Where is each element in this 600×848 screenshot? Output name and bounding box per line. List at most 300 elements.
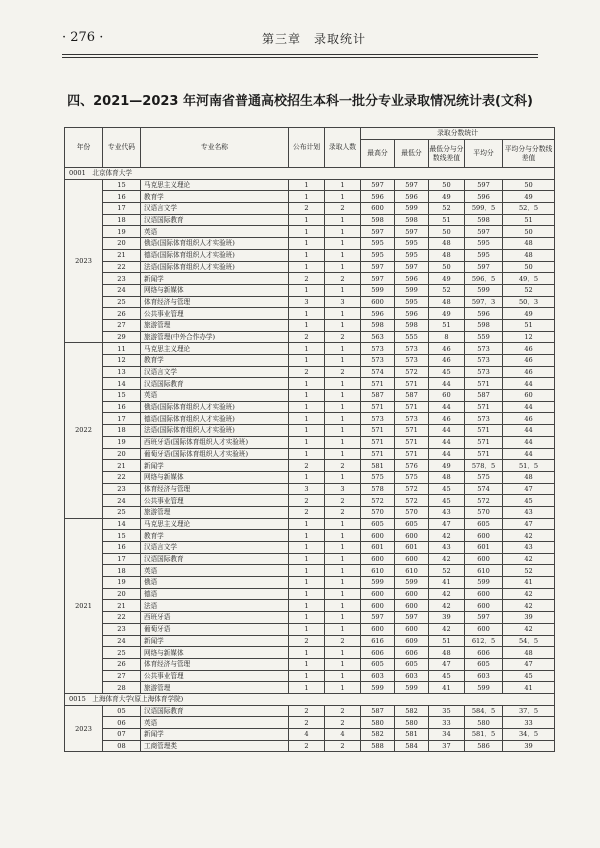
table-row bbox=[65, 658, 555, 670]
table-cell: 610 bbox=[395, 565, 429, 577]
table-cell: 1 bbox=[325, 191, 361, 203]
table-cell: 44 bbox=[503, 378, 555, 390]
major-name-cell: 体育经济与管理 bbox=[141, 483, 289, 495]
table-row bbox=[65, 331, 555, 343]
table-cell: 49．5 bbox=[503, 273, 555, 285]
table-row bbox=[65, 670, 555, 682]
table-cell: 1 bbox=[325, 413, 361, 425]
table-cell: 14 bbox=[103, 378, 141, 390]
table-cell: 571 bbox=[395, 425, 429, 437]
table-cell: 23 bbox=[103, 273, 141, 285]
table-cell: 599 bbox=[395, 203, 429, 215]
table-cell: 555 bbox=[395, 331, 429, 343]
table-cell: 601 bbox=[361, 542, 395, 554]
table-cell: 571 bbox=[361, 425, 395, 437]
table-cell: 51 bbox=[503, 214, 555, 226]
table-cell: 574 bbox=[465, 483, 503, 495]
table-cell: 575 bbox=[361, 471, 395, 483]
table-cell: 603 bbox=[465, 670, 503, 682]
table-cell: 581 bbox=[361, 460, 395, 472]
table-cell: 2 bbox=[325, 740, 361, 752]
table-cell: 603 bbox=[361, 670, 395, 682]
table-cell: 570 bbox=[395, 506, 429, 518]
table-cell: 52．5 bbox=[503, 203, 555, 215]
table-cell: 44 bbox=[503, 401, 555, 413]
table-cell: 1 bbox=[325, 319, 361, 331]
table-cell: 3 bbox=[289, 296, 325, 308]
major-name-cell: 法语(国际体育组织人才实验班) bbox=[141, 425, 289, 437]
major-name-cell: 网络与新媒体 bbox=[141, 647, 289, 659]
major-name-cell: 旅游管理(中外合作办学) bbox=[141, 331, 289, 343]
table-cell: 609 bbox=[395, 635, 429, 647]
table-cell: 1 bbox=[325, 530, 361, 542]
table-cell: 597 bbox=[395, 179, 429, 191]
section-header-row bbox=[65, 693, 555, 705]
table-cell: 572 bbox=[465, 495, 503, 507]
major-name-cell: 英语 bbox=[141, 390, 289, 402]
table-cell: 1 bbox=[289, 553, 325, 565]
table-cell: 1 bbox=[289, 623, 325, 635]
table-cell: 605 bbox=[465, 658, 503, 670]
table-cell: 1 bbox=[289, 226, 325, 238]
table-cell: 598 bbox=[395, 319, 429, 331]
table-cell: 25 bbox=[103, 647, 141, 659]
table-cell: 42 bbox=[503, 553, 555, 565]
table-cell: 50 bbox=[503, 226, 555, 238]
major-name-cell: 德语(国际体育组织人才实验班) bbox=[141, 249, 289, 261]
table-row bbox=[65, 214, 555, 226]
table-cell: 20 bbox=[103, 448, 141, 460]
table-cell: 27 bbox=[103, 319, 141, 331]
table-cell: 610 bbox=[465, 565, 503, 577]
table-cell: 11 bbox=[103, 343, 141, 355]
table-title: 四、2021—2023 年河南省普通高校招生本科一批分专业录取情况统计表(文科) bbox=[67, 94, 533, 109]
major-name-cell: 汉语国际教育 bbox=[141, 214, 289, 226]
table-row bbox=[65, 273, 555, 285]
table-cell: 600 bbox=[395, 600, 429, 612]
table-cell: 1 bbox=[289, 390, 325, 402]
table-cell: 43 bbox=[429, 542, 465, 554]
table-cell: 600 bbox=[465, 600, 503, 612]
table-cell: 3 bbox=[289, 483, 325, 495]
table-cell: 41 bbox=[429, 577, 465, 589]
table-cell: 48 bbox=[503, 471, 555, 483]
table-cell: 42 bbox=[429, 600, 465, 612]
table-cell: 600 bbox=[361, 296, 395, 308]
table-cell: 573 bbox=[395, 343, 429, 355]
table-cell: 600 bbox=[361, 203, 395, 215]
table-cell: 2 bbox=[325, 203, 361, 215]
table-cell: 595 bbox=[395, 296, 429, 308]
table-cell: 598 bbox=[395, 214, 429, 226]
table-cell: 50 bbox=[503, 261, 555, 273]
table-cell: 28 bbox=[103, 682, 141, 694]
major-name-cell: 汉语言文学 bbox=[141, 203, 289, 215]
table-cell: 1 bbox=[289, 670, 325, 682]
table-cell: 599 bbox=[361, 682, 395, 694]
table-cell: 606 bbox=[361, 647, 395, 659]
table-cell: 07 bbox=[103, 729, 141, 741]
col-score-group: 录取分数统计 bbox=[361, 128, 555, 140]
table-cell: 605 bbox=[361, 658, 395, 670]
table-cell: 600 bbox=[361, 600, 395, 612]
table-cell: 50 bbox=[503, 179, 555, 191]
table-cell: 600 bbox=[465, 530, 503, 542]
page-number: · 276 · bbox=[62, 30, 104, 45]
major-name-cell: 旅游管理 bbox=[141, 682, 289, 694]
table-cell: 1 bbox=[289, 378, 325, 390]
table-cell: 584．5 bbox=[465, 705, 503, 717]
table-cell: 4 bbox=[325, 729, 361, 741]
table-cell: 39 bbox=[503, 740, 555, 752]
table-cell: 39 bbox=[503, 612, 555, 624]
major-name-cell: 教育学 bbox=[141, 191, 289, 203]
table-cell: 06 bbox=[103, 717, 141, 729]
table-cell: 597 bbox=[395, 226, 429, 238]
table-cell: 587 bbox=[361, 705, 395, 717]
table-cell: 597 bbox=[465, 261, 503, 273]
table-body bbox=[65, 168, 555, 752]
table-cell: 22 bbox=[103, 471, 141, 483]
table-cell: 19 bbox=[103, 436, 141, 448]
table-cell: 20 bbox=[103, 588, 141, 600]
table-row bbox=[65, 553, 555, 565]
major-name-cell: 俄语 bbox=[141, 577, 289, 589]
table-row bbox=[65, 635, 555, 647]
table-cell: 1 bbox=[325, 553, 361, 565]
table-cell: 18 bbox=[103, 565, 141, 577]
table-cell: 581．5 bbox=[465, 729, 503, 741]
table-cell: 1 bbox=[325, 658, 361, 670]
major-name-cell: 俄语(国际体育组织人才实验班) bbox=[141, 238, 289, 250]
table-cell: 581 bbox=[395, 729, 429, 741]
table-cell: 44 bbox=[503, 425, 555, 437]
table-cell: 2 bbox=[289, 635, 325, 647]
table-cell: 1 bbox=[289, 471, 325, 483]
table-cell: 596．5 bbox=[465, 273, 503, 285]
table-cell: 599．5 bbox=[465, 203, 503, 215]
table-cell: 20 bbox=[103, 238, 141, 250]
table-cell: 15 bbox=[103, 179, 141, 191]
table-cell: 597 bbox=[361, 179, 395, 191]
table-row bbox=[65, 495, 555, 507]
table-cell: 22 bbox=[103, 261, 141, 273]
table-cell: 605 bbox=[361, 518, 395, 530]
table-cell: 600 bbox=[395, 623, 429, 635]
table-cell: 586 bbox=[465, 740, 503, 752]
table-cell: 44 bbox=[429, 425, 465, 437]
table-cell: 1 bbox=[289, 191, 325, 203]
major-name-cell: 公共事业管理 bbox=[141, 495, 289, 507]
table-cell: 49 bbox=[429, 191, 465, 203]
table-cell: 49 bbox=[429, 460, 465, 472]
table-cell: 599 bbox=[465, 682, 503, 694]
col-admit: 录取人数 bbox=[325, 128, 361, 168]
table-cell: 17 bbox=[103, 553, 141, 565]
table-cell: 16 bbox=[103, 401, 141, 413]
table-cell: 601 bbox=[465, 542, 503, 554]
table-cell: 52 bbox=[503, 284, 555, 296]
table-cell: 571 bbox=[361, 448, 395, 460]
table-cell: 599 bbox=[361, 284, 395, 296]
table-cell: 1 bbox=[325, 682, 361, 694]
table-cell: 1 bbox=[289, 179, 325, 191]
table-cell: 48 bbox=[429, 238, 465, 250]
table-row bbox=[65, 565, 555, 577]
table-cell: 1 bbox=[289, 343, 325, 355]
table-cell: 2 bbox=[325, 495, 361, 507]
table-cell: 595 bbox=[361, 249, 395, 261]
table-cell: 599 bbox=[395, 577, 429, 589]
table-cell: 50 bbox=[429, 261, 465, 273]
col-year: 年份 bbox=[65, 128, 103, 168]
table-cell: 598 bbox=[361, 319, 395, 331]
table-row bbox=[65, 647, 555, 659]
table-cell: 597 bbox=[361, 612, 395, 624]
table-cell: 2 bbox=[325, 705, 361, 717]
table-row bbox=[65, 588, 555, 600]
table-cell: 48 bbox=[503, 647, 555, 659]
major-name-cell: 汉语国际教育 bbox=[141, 378, 289, 390]
table-cell: 1 bbox=[289, 530, 325, 542]
table-cell: 49 bbox=[429, 308, 465, 320]
table-cell: 596 bbox=[395, 308, 429, 320]
table-cell: 24 bbox=[103, 284, 141, 296]
table-cell: 42 bbox=[503, 623, 555, 635]
major-name-cell: 德语(国际体育组织人才实验班) bbox=[141, 413, 289, 425]
table-cell: 595 bbox=[395, 249, 429, 261]
table-row bbox=[65, 238, 555, 250]
table-cell: 41 bbox=[503, 682, 555, 694]
table-cell: 47 bbox=[503, 658, 555, 670]
table-cell: 2 bbox=[289, 460, 325, 472]
table-row bbox=[65, 460, 555, 472]
table-cell: 25 bbox=[103, 296, 141, 308]
table-cell: 595 bbox=[361, 238, 395, 250]
table-row bbox=[65, 705, 555, 717]
table-cell: 13 bbox=[103, 366, 141, 378]
table-cell: 41 bbox=[429, 682, 465, 694]
table-row bbox=[65, 203, 555, 215]
table-cell: 1 bbox=[289, 436, 325, 448]
col-min: 最低分 bbox=[395, 140, 429, 168]
table-cell: 60 bbox=[503, 390, 555, 402]
table-cell: 17 bbox=[103, 203, 141, 215]
table-cell: 616 bbox=[361, 635, 395, 647]
table-cell: 596 bbox=[465, 308, 503, 320]
col-avg-diff: 平均分与分数线差值 bbox=[503, 140, 555, 168]
table-cell: 1 bbox=[289, 612, 325, 624]
table-cell: 1 bbox=[289, 600, 325, 612]
major-name-cell: 马克思主义理论 bbox=[141, 179, 289, 191]
table-cell: 39 bbox=[429, 612, 465, 624]
table-cell: 15 bbox=[103, 390, 141, 402]
table-cell: 49 bbox=[429, 273, 465, 285]
table-cell: 612．5 bbox=[465, 635, 503, 647]
col-name: 专业名称 bbox=[141, 128, 289, 168]
table-cell: 571 bbox=[465, 425, 503, 437]
table-cell: 46 bbox=[429, 413, 465, 425]
table-cell: 600 bbox=[465, 588, 503, 600]
table-cell: 26 bbox=[103, 308, 141, 320]
table-cell: 08 bbox=[103, 740, 141, 752]
major-name-cell: 新闻学 bbox=[141, 460, 289, 472]
major-name-cell: 网络与新媒体 bbox=[141, 284, 289, 296]
table-cell: 600 bbox=[395, 530, 429, 542]
table-cell: 578．5 bbox=[465, 460, 503, 472]
table-cell: 42 bbox=[429, 588, 465, 600]
table-cell: 51 bbox=[503, 319, 555, 331]
table-cell: 598 bbox=[465, 319, 503, 331]
table-cell: 60 bbox=[429, 390, 465, 402]
table-row bbox=[65, 506, 555, 518]
table-cell: 1 bbox=[325, 623, 361, 635]
table-cell: 45 bbox=[429, 495, 465, 507]
table-cell: 572 bbox=[395, 483, 429, 495]
table-cell: 1 bbox=[289, 214, 325, 226]
table-cell: 571 bbox=[395, 401, 429, 413]
table-cell: 563 bbox=[361, 331, 395, 343]
table-cell: 52 bbox=[503, 565, 555, 577]
table-cell: 601 bbox=[395, 542, 429, 554]
table-row bbox=[65, 378, 555, 390]
table-cell: 2 bbox=[289, 495, 325, 507]
table-cell: 600 bbox=[395, 553, 429, 565]
table-cell: 1 bbox=[325, 577, 361, 589]
table-cell: 599 bbox=[395, 682, 429, 694]
table-cell: 598 bbox=[361, 214, 395, 226]
table-cell: 21 bbox=[103, 460, 141, 472]
table-row bbox=[65, 343, 555, 355]
major-name-cell: 新闻学 bbox=[141, 729, 289, 741]
table-cell: 1 bbox=[289, 355, 325, 367]
table-cell: 599 bbox=[465, 284, 503, 296]
table-cell: 48 bbox=[429, 471, 465, 483]
major-name-cell: 体育经济与管理 bbox=[141, 658, 289, 670]
table-cell: 1 bbox=[325, 425, 361, 437]
table-cell: 48 bbox=[429, 647, 465, 659]
table-row bbox=[65, 448, 555, 460]
table-cell: 50．3 bbox=[503, 296, 555, 308]
table-row bbox=[65, 740, 555, 752]
table-cell: 45 bbox=[429, 366, 465, 378]
table-cell: 2 bbox=[325, 635, 361, 647]
table-cell: 24 bbox=[103, 635, 141, 647]
table-cell: 1 bbox=[325, 343, 361, 355]
table-cell: 597 bbox=[361, 226, 395, 238]
col-plan: 公布计划 bbox=[289, 128, 325, 168]
table-cell: 595 bbox=[465, 249, 503, 261]
section-title: 0001 北京体育大学 bbox=[65, 168, 555, 180]
table-cell: 1 bbox=[289, 682, 325, 694]
table-cell: 16 bbox=[103, 191, 141, 203]
table-cell: 46 bbox=[503, 355, 555, 367]
table-cell: 48 bbox=[429, 249, 465, 261]
table-row bbox=[65, 518, 555, 530]
table-cell: 573 bbox=[465, 413, 503, 425]
table-cell: 43 bbox=[503, 542, 555, 554]
year-cell: 2021 bbox=[65, 518, 103, 693]
table-cell: 16 bbox=[103, 542, 141, 554]
major-name-cell: 德语 bbox=[141, 588, 289, 600]
table-cell: 25 bbox=[103, 506, 141, 518]
table-cell: 51．5 bbox=[503, 460, 555, 472]
table-cell: 2 bbox=[289, 273, 325, 285]
table-cell: 49 bbox=[503, 191, 555, 203]
table-cell: 597．3 bbox=[465, 296, 503, 308]
chapter-title: 第三章 录取统计 bbox=[262, 32, 367, 46]
table-cell: 1 bbox=[325, 588, 361, 600]
table-cell: 572 bbox=[395, 495, 429, 507]
table-cell: 578 bbox=[361, 483, 395, 495]
major-name-cell: 汉语国际教育 bbox=[141, 553, 289, 565]
table-cell: 49 bbox=[503, 308, 555, 320]
table-cell: 1 bbox=[289, 565, 325, 577]
major-name-cell: 教育学 bbox=[141, 530, 289, 542]
table-cell: 600 bbox=[465, 623, 503, 635]
table-cell: 1 bbox=[289, 249, 325, 261]
table-cell: 44 bbox=[429, 436, 465, 448]
section-header-row bbox=[65, 168, 555, 180]
table-cell: 27 bbox=[103, 670, 141, 682]
table-cell: 42 bbox=[429, 623, 465, 635]
table-cell: 35 bbox=[429, 705, 465, 717]
table-row bbox=[65, 483, 555, 495]
table-cell: 1 bbox=[289, 261, 325, 273]
table-cell: 1 bbox=[325, 565, 361, 577]
table-cell: 45 bbox=[503, 495, 555, 507]
table-cell: 05 bbox=[103, 705, 141, 717]
table-cell: 2 bbox=[289, 705, 325, 717]
year-cell: 2023 bbox=[65, 705, 103, 752]
table-cell: 3 bbox=[325, 483, 361, 495]
table-cell: 45 bbox=[429, 670, 465, 682]
table-row bbox=[65, 319, 555, 331]
table-cell: 1 bbox=[325, 284, 361, 296]
table-cell: 21 bbox=[103, 600, 141, 612]
table-cell: 605 bbox=[395, 658, 429, 670]
table-cell: 45 bbox=[503, 670, 555, 682]
table-row bbox=[65, 413, 555, 425]
major-name-cell: 新闻学 bbox=[141, 635, 289, 647]
table-cell: 23 bbox=[103, 483, 141, 495]
table-cell: 595 bbox=[395, 238, 429, 250]
table-cell: 44 bbox=[429, 401, 465, 413]
table-cell: 1 bbox=[289, 425, 325, 437]
table-cell: 596 bbox=[361, 191, 395, 203]
section-title: 0015 上海体育大学(原上海体育学院) bbox=[65, 693, 555, 705]
table-cell: 1 bbox=[325, 261, 361, 273]
table-cell: 599 bbox=[395, 284, 429, 296]
table-cell: 2 bbox=[325, 506, 361, 518]
table-cell: 605 bbox=[465, 518, 503, 530]
table-cell: 1 bbox=[325, 612, 361, 624]
major-name-cell: 英语 bbox=[141, 717, 289, 729]
table-cell: 596 bbox=[395, 273, 429, 285]
table-cell: 599 bbox=[465, 577, 503, 589]
table-cell: 12 bbox=[103, 355, 141, 367]
table-row bbox=[65, 542, 555, 554]
col-min-diff: 最低分与分数线差值 bbox=[429, 140, 465, 168]
table-cell: 600 bbox=[361, 588, 395, 600]
table-cell: 46 bbox=[429, 343, 465, 355]
table-cell: 600 bbox=[361, 530, 395, 542]
table-cell: 12 bbox=[503, 331, 555, 343]
table-cell: 573 bbox=[361, 343, 395, 355]
table-cell: 21 bbox=[103, 249, 141, 261]
table-cell: 1 bbox=[289, 401, 325, 413]
table-cell: 587 bbox=[465, 390, 503, 402]
